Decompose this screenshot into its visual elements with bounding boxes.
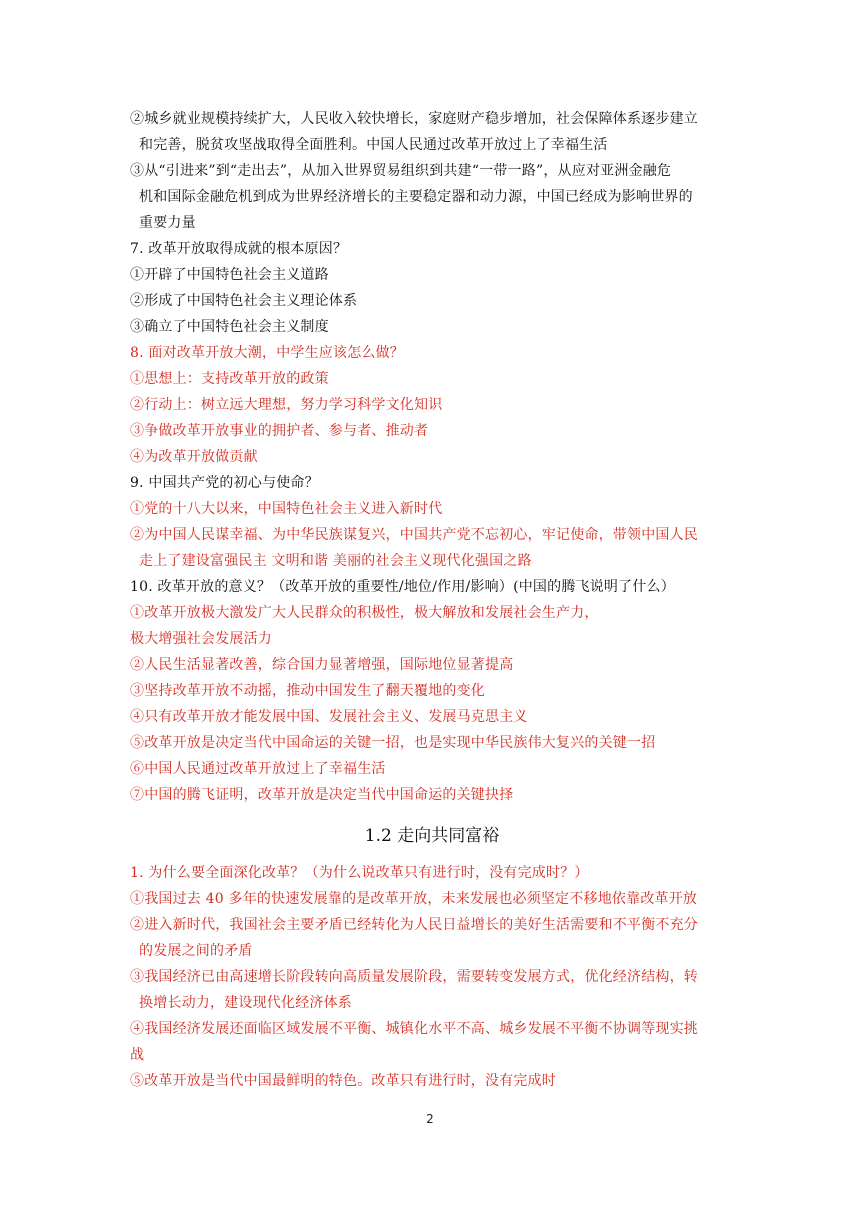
- text-line: ⑤改革开放是决定当代中国命运的关键一招，也是实现中华民族伟大复兴的关键一招: [130, 735, 656, 751]
- text-line: 战: [130, 1047, 145, 1063]
- text-line: 8. 面对改革开放大潮，中学生应该怎么做？: [130, 345, 405, 361]
- text-line: ④我国经济发展还面临区域发展不平衡、城镇化水平不高、城乡发展不平衡不协调等现实挑: [130, 1021, 698, 1037]
- text-line: ①党的十八大以来，中国特色社会主义进入新时代: [130, 501, 443, 517]
- text-line: 走上了建设富强民主 文明和谐 美丽的社会主义现代化强国之路: [139, 553, 532, 569]
- text-line: ⑥中国人民通过改革开放过上了幸福生活: [130, 761, 386, 777]
- text-line: ①开辟了中国特色社会主义道路: [130, 267, 329, 283]
- text-line: ③确立了中国特色社会主义制度: [130, 319, 329, 335]
- text-line: ③从“引进来”到“走出去”，从加入世界贸易组织到共建“一带一路”，从应对亚洲金融危: [130, 163, 672, 179]
- text-line: ③坚持改革开放不动摇，推动中国发生了翻天覆地的变化: [130, 683, 485, 699]
- text-line: ⑤改革开放是当代中国最鲜明的特色。改革只有进行时，没有完成时: [130, 1073, 556, 1089]
- text-line: 9. 中国共产党的初心与使命？: [130, 475, 319, 491]
- text-line: 10. 改革开放的意义？（改革开放的重要性/地位/作用/影响）(中国的腾飞说明了什么）: [130, 579, 675, 595]
- text-line: 1. 为什么要全面深化改革？（为什么说改革只有进行时，没有完成时？）: [130, 865, 589, 881]
- text-line: ②为中国人民谋幸福、为中华民族谋复兴，中国共产党不忘初心，牢记使命，带领中国人民: [130, 527, 698, 543]
- text-line: ⑦中国的腾飞证明，改革开放是决定当代中国命运的关键抉择: [130, 787, 514, 803]
- text-line: 换增长动力，建设现代化经济体系: [139, 995, 352, 1011]
- text-line: ③争做改革开放事业的拥护者、参与者、推动者: [130, 423, 429, 439]
- text-line: 机和国际金融危机到成为世界经济增长的主要稳定器和动力源，中国已经成为影响世界的: [139, 189, 693, 205]
- text-line: 重要力量: [139, 215, 196, 231]
- text-line: ④为改革开放做贡献: [130, 449, 258, 465]
- text-line: ①我国过去 40 多年的快速发展靠的是改革开放，未来发展也必须坚定不移地依靠改革开放: [130, 891, 698, 907]
- text-block-top: [130, 106, 734, 808]
- page-number: 2: [426, 1112, 434, 1126]
- page-content: [130, 106, 734, 1094]
- text-line: ①改革开放极大激发广大人民群众的积极性，极大解放和发展社会生产力，: [130, 605, 599, 621]
- text-line: 7. 改革开放取得成就的根本原因？: [130, 241, 348, 257]
- text-line: ①思想上：支持改革开放的政策: [130, 371, 329, 387]
- text-line: ③我国经济已由高速增长阶段转向高质量发展阶段，需要转变发展方式，优化经济结构，转: [130, 969, 698, 985]
- text-line: ②人民生活显著改善，综合国力显著增强，国际地位显著提高: [130, 657, 514, 673]
- text-line: ②进入新时代，我国社会主要矛盾已经转化为人民日益增长的美好生活需要和不平衡不充分: [130, 917, 698, 933]
- text-line: 和完善，脱贫攻坚战取得全面胜利。中国人民通过改革开放过上了幸福生活: [139, 137, 608, 153]
- text-line: ②形成了中国特色社会主义理论体系: [130, 293, 358, 309]
- section-heading: 1.2 走向共同富裕: [364, 826, 500, 846]
- text-line: ②行动上：树立远大理想，努力学习科学文化知识: [130, 397, 443, 413]
- text-line: ④只有改革开放才能发展中国、发展社会主义、发展马克思主义: [130, 709, 528, 725]
- text-line: ②城乡就业规模持续扩大，人民收入较快增长，家庭财产稳步增加，社会保障体系逐步建立: [130, 111, 698, 127]
- text-line: 的发展之间的矛盾: [139, 943, 253, 959]
- text-line: 极大增强社会发展活力: [130, 631, 272, 647]
- text-block-bottom: [130, 860, 734, 1094]
